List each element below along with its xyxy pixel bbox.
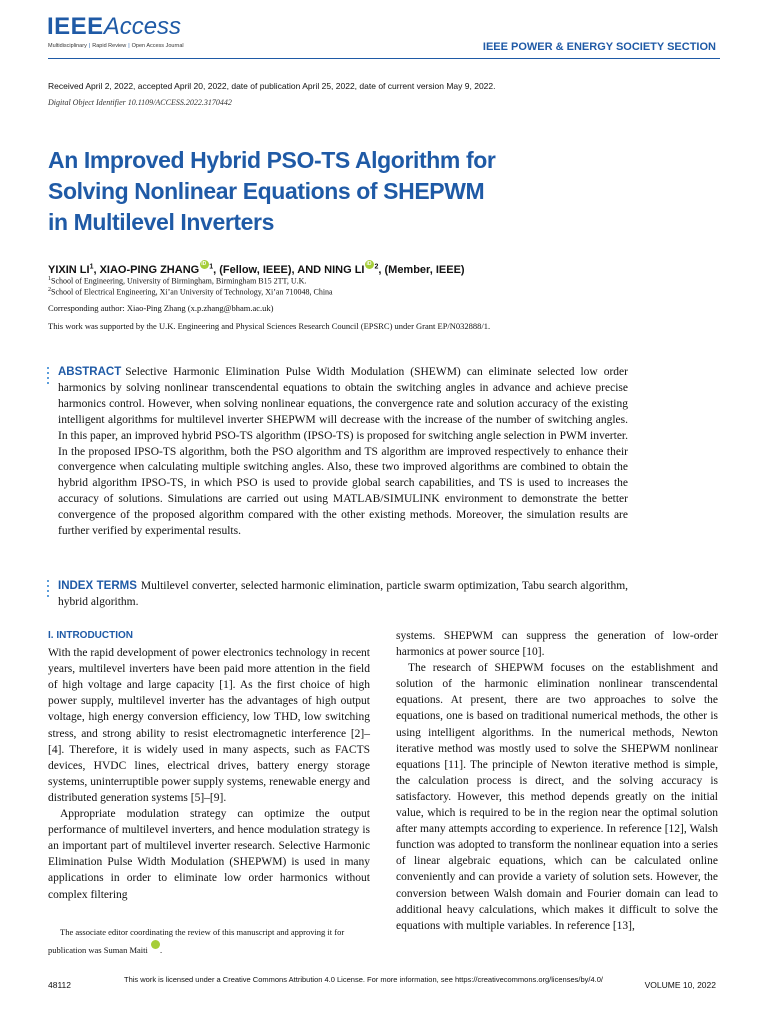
index-terms-text: Multilevel converter, selected harmonic elimination, particle swarm optimization, Tabu search algorithm, hybrid algorithm.	[58, 580, 629, 608]
title-line: Solving Nonlinear Equations of SHEPWM	[48, 178, 485, 204]
title-line: in Multilevel Inverters	[48, 209, 274, 235]
orcid-icon[interactable]	[200, 260, 209, 269]
header-rule	[48, 58, 720, 59]
journal-logo: IEEEAccess	[47, 13, 182, 40]
corresponding-author: Corresponding author: Xiao-Ping Zhang (x.p.zhang@bham.ac.uk)	[48, 303, 274, 313]
abstract-marker-icon	[47, 367, 50, 387]
orcid-icon[interactable]	[151, 940, 160, 949]
index-terms-marker-icon	[47, 580, 50, 600]
body-column-right	[396, 628, 718, 934]
editor-footnote: The associate editor coordinating the review of this manuscript and approving it for publication was Suman Maiti iD .	[48, 925, 370, 958]
paragraph: The research of SHEPWM focuses on the establishment and solution of the harmonic elimination nonlinear transcendental equations. At present, there are two approaches to solve the equations, one is based on traditional numerical methods, the other is using intelligent algorithms. In the numerical methods, Newton iterative method was mostly used to solve the SHEPWM nonlinear equations [11]. The principle of Newton iterative method is simple, the calculation process is direct, and the solving accuracy is satisfactory. However, this method depends greatly on the initial value, which is required to be in the region near the optimal solution after many attempts according to experience. In reference [12], Walsh function was adopted to transform the nonlinear equation into a series of linear algebraic equations, which can be calculated online conveniently and can provide a variety of solution sets. However, the conversion between Walsh domain and Fourier domain can lead to additional heavy calculations, which makes it difficult to solve the equations with multiple variables. In reference [13],	[396, 662, 718, 932]
affiliation: $^1$School of Engineering, University of Birmingham, Birmingham B15 2TT, U.K.	[48, 276, 307, 286]
funding-note: This work was supported by the U.K. Engineering and Physical Sciences Research Council (EPSRC) under Grant EP/N032888/1.	[48, 321, 491, 331]
license-note[interactable]: This work is licensed under a Creative Commons Attribution 4.0 License. For more information, see https://creativecommons.org/licenses/by/4.0/	[124, 975, 603, 984]
body-column-left	[48, 628, 370, 903]
paragraph: systems. SHEPWM can suppress the generation of low-order harmonics at power source [10].	[396, 630, 718, 659]
volume-label: VOLUME 10, 2022	[644, 980, 716, 990]
paragraph: Appropriate modulation strategy can optimize the output performance of multilevel inverters, and hence modulation strategy is an important part of multilevel inverter research. Selective Harmonic Elimination Pulse Width Modulation (SHEPWM) is used in many applications in order to eliminate low order harmonics without complex filtering	[48, 808, 370, 901]
abstract	[58, 365, 628, 540]
section-title: IEEE POWER & ENERGY SOCIETY SECTION	[482, 41, 716, 53]
abstract-text: Selective Harmonic Elimination Pulse Width Modulation (SHEWM) can eliminate selected low order harmonics by solving nonlinear transcendental equations to obtain the switching angles in advance and achieve precise harmonics control. However, when solving nonlinear equations, the convergence rate and solution accuracy of the existing intelligent algorithms for multilevel inverter SHEPWM will decrease with the increase of the number of switching angles. In this paper, an improved hybrid PSO-TS algorithm (IPSO-TS) is proposed for switching angle selection in PWM inverter. In the proposed IPSO-TS algorithm, both the PSO algorithm and TS algorithm are improved respectively to enhance their convergence when calculating multiple switching angles. Also, these two improved algorithms are combined to obtain the hybrid algorithm IPSO-TS, in which PSO is used to provide global search capabilities, and TS is used to increases the accuracy of solutions. Simulations are carried out using MATLAB/SIMULINK environment to demonstrate the better convergence of the proposed algorithm compared with the other existing methods. Moreover, the simulation results are further verified by experimental results.	[58, 366, 628, 538]
abstract-label: ABSTRACT	[58, 366, 122, 378]
doi[interactable]: Digital Object Identifier 10.1109/ACCESS.2022.3170442	[48, 98, 232, 107]
paper-title	[48, 145, 688, 238]
paragraph: With the rapid development of power electronics technology in recent years, multilevel inverters have been paid more attention in the field of high voltage and large capacity [1]. As the first choice of high power supply, multilevel inverter has the advantages of high output voltage, high energy conversion efficiency, low THD, low switching stress, and strong ability to resist electromagnetic interference [2]–[4]. Therefore, it is widely used in many aspects, such as FACTS devices, HVDC lines, electrical drives, battery energy storage systems, uninterruptible power supply systems, renewable energy and distributed generation systems [5]–[9].	[48, 647, 370, 804]
section-heading: I. INTRODUCTION	[48, 630, 133, 641]
index-terms	[58, 578, 628, 610]
page-number: 48112	[48, 980, 72, 990]
author-list: YIXIN $LI^1$, XIAO-PING ZHANGiD $^1$, (Fellow, IEEE), AND NING LIiD $^2$, (Member, IEEE)	[48, 260, 465, 276]
received-dates: Received April 2, 2022, accepted April 20, 2022, date of publication April 25, 2022, date of current version May 9, 2022.	[48, 81, 496, 91]
affiliation: $^2$School of Electrical Engineering, Xi’an University of Technology, Xi’an 710048, China	[48, 287, 333, 297]
index-terms-label: INDEX TERMS	[58, 580, 137, 592]
title-line: An Improved Hybrid PSO-TS Algorithm for	[48, 147, 496, 173]
journal-tagline: Multidisciplinary | Rapid Review | Open Access Journal	[48, 43, 184, 49]
